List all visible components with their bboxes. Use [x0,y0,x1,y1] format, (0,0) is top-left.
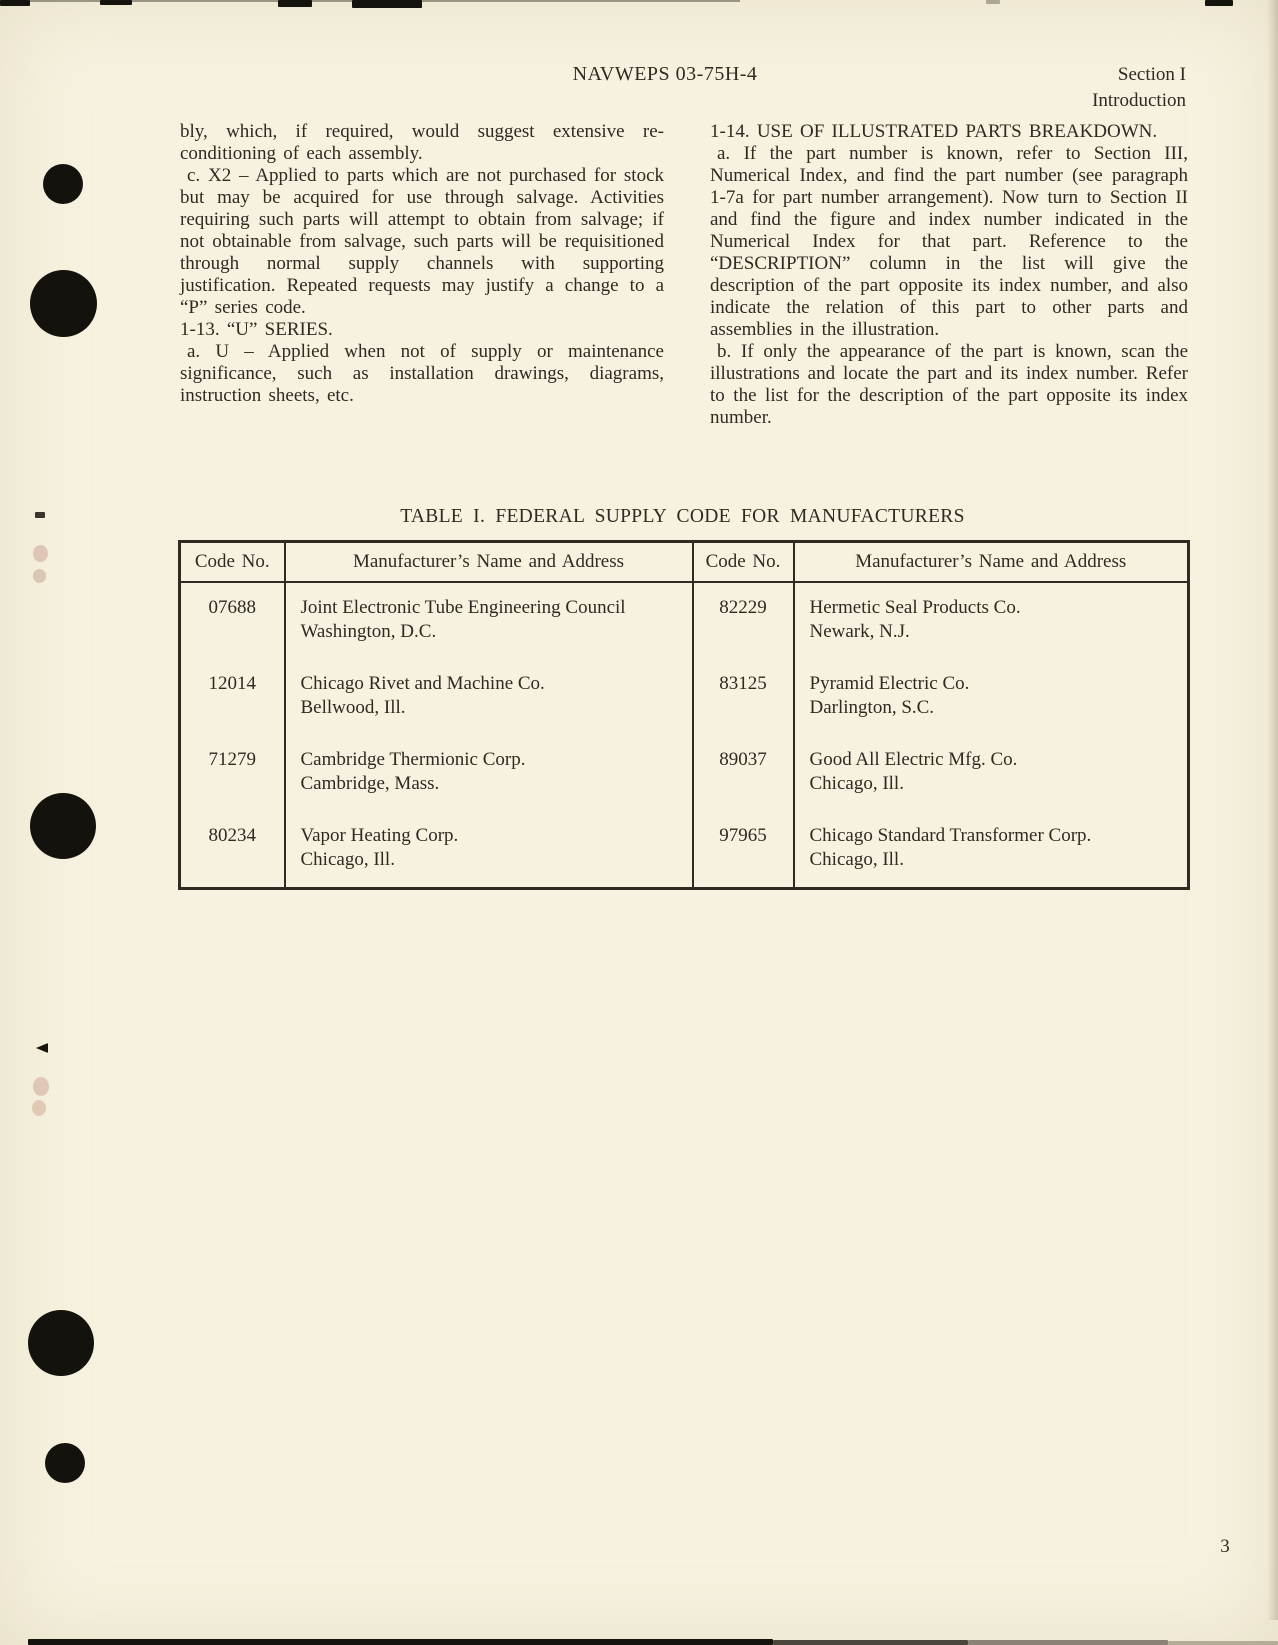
supply-code-table-body [180,582,1189,889]
item-a-paragraph-right: a. If the part number is known, refer to Section III, Numerical Index, and find the part number (see paragraph 1-7a for part number arrangement). Now turn to Section II and find the figure and index number indicated in the Numerical Index for that part. Reference to the “DESCRIPTION” column in the list will give the description of the part opposite its index number, and also indicate the relation of this part to other parts and assemblies in the illustration. [710,143,1188,340]
scan-smudge [35,512,45,518]
item-b-paragraph-right: b. If only the appearance of the part is known, scan the illustrations and locate the part and its index number. Refer to the list for the description of the part opposite its index number. [710,341,1188,428]
table-row [180,582,1189,659]
scan-arrow-mark [36,1043,48,1053]
scan-smudge [33,569,46,583]
scan-smudge [32,1100,46,1116]
table-row [180,659,1189,735]
left-column [180,121,664,407]
supply-code-table [178,540,1190,890]
column-header-code-right: Code No. [693,542,794,583]
punch-hole-dot [43,164,83,204]
scan-edge-mark [1205,0,1233,6]
table-header-row [180,542,1189,583]
scan-edge-mark [0,0,30,6]
table-title: TABLE I. FEDERAL SUPPLY CODE FOR MANUFACTURERS [400,506,965,527]
scan-edge-mark [986,0,1000,4]
punch-hole-dot [28,1310,94,1376]
scan-smudge [33,1077,49,1096]
scan-edge-mark [100,0,132,5]
table-row [180,811,1189,889]
heading-1-13: 1-13. “U” SERIES. [180,319,333,340]
punch-hole-dot [30,270,97,337]
item-c-paragraph: c. X2 – Applied to parts which are not purchased for stock but may be acquired for use through salvage. Activities requiring such parts will attempt to obtain from salvage; if not obtainable from salvage, such parts will be requisitioned through normal supply channels with supporting justification. Repeated requests may justify a change to a “P” series code. [180,165,664,318]
manufacturer-name-address: Chicago Rivet and Machine Co. Bellwood, Ill. [285,659,693,735]
manufacturer-name-address: Pyramid Electric Co. Darlington, S.C. [794,659,1189,735]
column-header-name-right: Manufacturer’s Name and Address [794,542,1189,583]
manufacturer-name-address: Hermetic Seal Products Co. Newark, N.J. [794,582,1189,659]
punch-hole-dot [30,793,96,859]
scan-bottom-edge-mark [1168,1641,1278,1645]
scan-bottom-edge-mark [773,1640,968,1645]
punch-hole-dot [45,1443,85,1483]
manufacturer-code: 71279 [208,749,256,770]
column-header-name-left: Manufacturer’s Name and Address [285,542,693,583]
intro-continuation-paragraph: bly, which, if required, would suggest extensive re-conditioning of each assembly. [180,121,664,164]
scan-bottom-edge-mark [968,1640,1168,1645]
table-row [180,735,1189,811]
scan-smudge [33,545,48,562]
heading-1-14: 1-14. USE OF ILLUSTRATED PARTS BREAKDOWN. [710,121,1158,142]
scan-right-edge-shadow [1267,0,1278,1620]
manufacturer-code: 89037 [693,735,794,811]
manufacturer-name-address: Good All Electric Mfg. Co. Chicago, Ill. [794,735,1189,811]
manufacturer-code: 83125 [693,659,794,735]
manufacturer-name-address: Chicago Standard Transformer Corp. Chicago, Ill. [794,811,1189,889]
section-header [900,62,1186,114]
page-number: 3 [1220,1536,1230,1557]
manufacturer-code: 82229 [693,582,794,659]
section-label: Section I [1117,64,1186,85]
scan-edge-mark [352,0,422,8]
column-header-code-left: Code No. [180,542,285,583]
manufacturer-code: 97965 [693,811,794,889]
scan-bottom-edge-mark [28,1639,773,1645]
manufacturer-name-address: Cambridge Thermionic Corp. Cambridge, Mass. [285,735,693,811]
manufacturer-code: 07688 [208,597,256,618]
section-subtitle: Introduction [1092,90,1186,111]
manufacturer-name-address: Vapor Heating Corp. Chicago, Ill. [285,811,693,889]
right-column [710,121,1188,429]
item-a-paragraph: a. U – Applied when not of supply or maintenance significance, such as installation drawings, diagrams, instruction sheets, etc. [180,341,664,406]
manufacturer-code: 80234 [208,825,256,846]
manufacturer-code: 12014 [208,673,256,694]
doc-number: NAVWEPS 03-75H-4 [572,63,758,85]
manufacturer-name-address: Joint Electronic Tube Engineering Council Washington, D.C. [285,582,693,659]
scan-edge-mark [278,0,312,7]
